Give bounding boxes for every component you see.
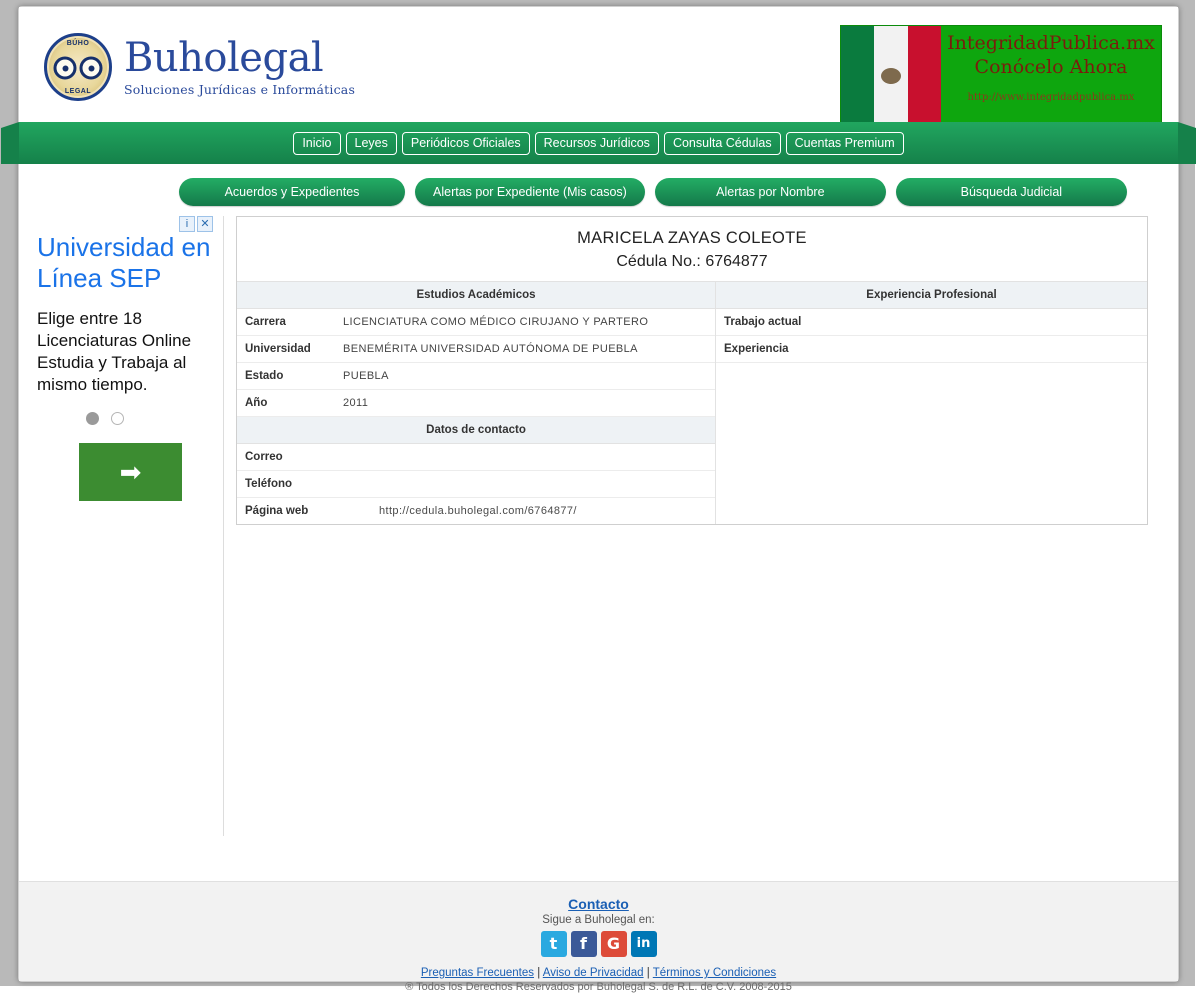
table-row bbox=[237, 390, 715, 417]
content-area bbox=[19, 206, 1178, 866]
table-row bbox=[237, 444, 715, 471]
brand-tagline: Soluciones Jurídicas e Informáticas bbox=[124, 81, 356, 97]
footer-separator-2: | bbox=[646, 967, 650, 979]
footer-links bbox=[19, 967, 1178, 979]
linkedin-icon[interactable]: in bbox=[631, 931, 657, 957]
copyright-text: ® Todos los Derechos Reservados por Buholegal S. de R.L. de C.V. 2008-2015 bbox=[405, 981, 792, 993]
site-logo[interactable] bbox=[44, 33, 355, 101]
tab-acuerdos-y-expedientes[interactable]: Acuerdos y Expedientes bbox=[179, 178, 405, 206]
banner-line1: IntegridadPublica.mx bbox=[947, 32, 1155, 54]
record-header bbox=[237, 217, 1147, 281]
row-value-telefono bbox=[337, 479, 715, 489]
professional-column bbox=[716, 282, 1147, 524]
site-footer bbox=[19, 881, 1178, 993]
nav-item-cuentas-premium[interactable]: Cuentas Premium bbox=[786, 132, 904, 155]
row-value-pagina-web[interactable]: http://cedula.buholegal.com/6764877/ bbox=[379, 505, 577, 517]
row-key-universidad: Universidad bbox=[245, 343, 311, 355]
footer-link-preguntas-frecuentes[interactable]: Preguntas Frecuentes bbox=[420, 967, 535, 979]
follow-label: Sigue a Buholegal en: bbox=[542, 914, 655, 926]
brand-name: Buholegal bbox=[124, 34, 324, 81]
ad-close-icon[interactable]: ✕ bbox=[197, 216, 213, 232]
person-name: MARICELA ZAYAS COLEOTE bbox=[577, 229, 807, 247]
table-row bbox=[237, 471, 715, 498]
footer-separator-1: | bbox=[537, 967, 541, 979]
row-key-trabajo-actual: Trabajo actual bbox=[724, 316, 802, 328]
row-key-carrera: Carrera bbox=[245, 316, 286, 328]
social-links bbox=[19, 931, 1178, 957]
browser-content bbox=[18, 6, 1179, 993]
banner-ad[interactable] bbox=[840, 25, 1162, 127]
nav-item-periodicos-oficiales[interactable]: Periódicos Oficiales bbox=[402, 132, 530, 155]
table-row bbox=[237, 498, 715, 524]
professional-empty-space bbox=[716, 363, 1147, 501]
main-column bbox=[224, 216, 1178, 866]
row-key-telefono: Teléfono bbox=[245, 478, 293, 490]
navbar-left-wing bbox=[1, 122, 19, 164]
mexico-flag-icon bbox=[841, 26, 941, 126]
facebook-icon[interactable]: f bbox=[571, 931, 597, 957]
table-row bbox=[237, 336, 715, 363]
row-value-estado: PUEBLA bbox=[343, 370, 389, 382]
ad-title[interactable]: Universidad en Línea SEP bbox=[37, 232, 211, 293]
contacto-link[interactable]: Contacto bbox=[568, 896, 629, 912]
ad-copy: Elige entre 18 Licenciaturas Online Estudia y Trabaja al mismo tiempo. bbox=[37, 309, 192, 394]
owl-logo-icon bbox=[44, 33, 112, 101]
logo-bottom-text: LEGAL bbox=[64, 88, 92, 95]
tab-alertas-por-expediente[interactable]: Alertas por Expediente (Mis casos) bbox=[415, 178, 645, 206]
row-value-correo bbox=[337, 452, 715, 462]
row-value-experiencia bbox=[846, 344, 1147, 354]
sidebar-ad-column bbox=[19, 216, 224, 836]
row-value-carrera: LICENCIATURA COMO MÉDICO CIRUJANO Y PARTERO bbox=[343, 316, 649, 328]
arrow-right-icon: ➡ bbox=[119, 457, 142, 487]
ad-info-icon[interactable]: i bbox=[179, 216, 195, 232]
nav-item-recursos-juridicos[interactable]: Recursos Jurídicos bbox=[535, 132, 659, 155]
footer-link-terminos-y-condiciones[interactable]: Términos y Condiciones bbox=[652, 967, 777, 979]
contact-section-heading: Datos de contacto bbox=[237, 417, 715, 444]
nav-item-consulta-cedulas[interactable]: Consulta Cédulas bbox=[664, 132, 781, 155]
ad-dot-1[interactable] bbox=[86, 412, 99, 425]
row-key-pagina-web: Página web bbox=[245, 505, 309, 517]
row-key-estado: Estado bbox=[245, 370, 284, 382]
ad-carousel-dots bbox=[37, 412, 213, 425]
banner-url: http://www.integridadpublica.mx bbox=[967, 91, 1135, 103]
nav-item-inicio[interactable]: Inicio bbox=[293, 132, 340, 155]
row-value-universidad: BENEMÉRITA UNIVERSIDAD AUTÓNOMA DE PUEBLA bbox=[343, 343, 638, 355]
cedula-number: Cédula No.: 6764877 bbox=[616, 253, 768, 270]
site-header bbox=[19, 7, 1178, 122]
table-row bbox=[237, 309, 715, 336]
academic-column bbox=[237, 282, 716, 524]
navbar-right-wing bbox=[1178, 122, 1196, 164]
row-value-ano: 2011 bbox=[343, 397, 369, 409]
owl-eyes-icon bbox=[54, 57, 103, 80]
ad-cta-button[interactable] bbox=[79, 443, 182, 501]
logo-top-text: BÚHO bbox=[66, 40, 90, 47]
nav-item-leyes[interactable]: Leyes bbox=[346, 132, 397, 155]
google-plus-icon[interactable]: G bbox=[601, 931, 627, 957]
row-key-correo: Correo bbox=[245, 451, 283, 463]
row-key-experiencia: Experiencia bbox=[724, 343, 789, 355]
table-row bbox=[716, 336, 1147, 363]
table-row bbox=[237, 363, 715, 390]
table-row bbox=[716, 309, 1147, 336]
tab-alertas-por-nombre[interactable]: Alertas por Nombre bbox=[655, 178, 886, 206]
row-value-trabajo-actual bbox=[846, 317, 1147, 327]
main-navbar bbox=[19, 122, 1178, 164]
academic-section-heading: Estudios Académicos bbox=[237, 282, 715, 309]
section-tabs bbox=[19, 164, 1178, 206]
professional-section-heading: Experiencia Profesional bbox=[716, 282, 1147, 309]
footer-link-aviso-de-privacidad[interactable]: Aviso de Privacidad bbox=[542, 967, 644, 979]
cedula-record-card bbox=[236, 216, 1148, 525]
twitter-icon[interactable]: t bbox=[541, 931, 567, 957]
tab-busqueda-judicial[interactable]: Búsqueda Judicial bbox=[896, 178, 1127, 206]
row-key-ano: Año bbox=[245, 397, 268, 409]
ad-dot-2[interactable] bbox=[111, 412, 124, 425]
banner-line2: Conócelo Ahora bbox=[974, 55, 1128, 78]
